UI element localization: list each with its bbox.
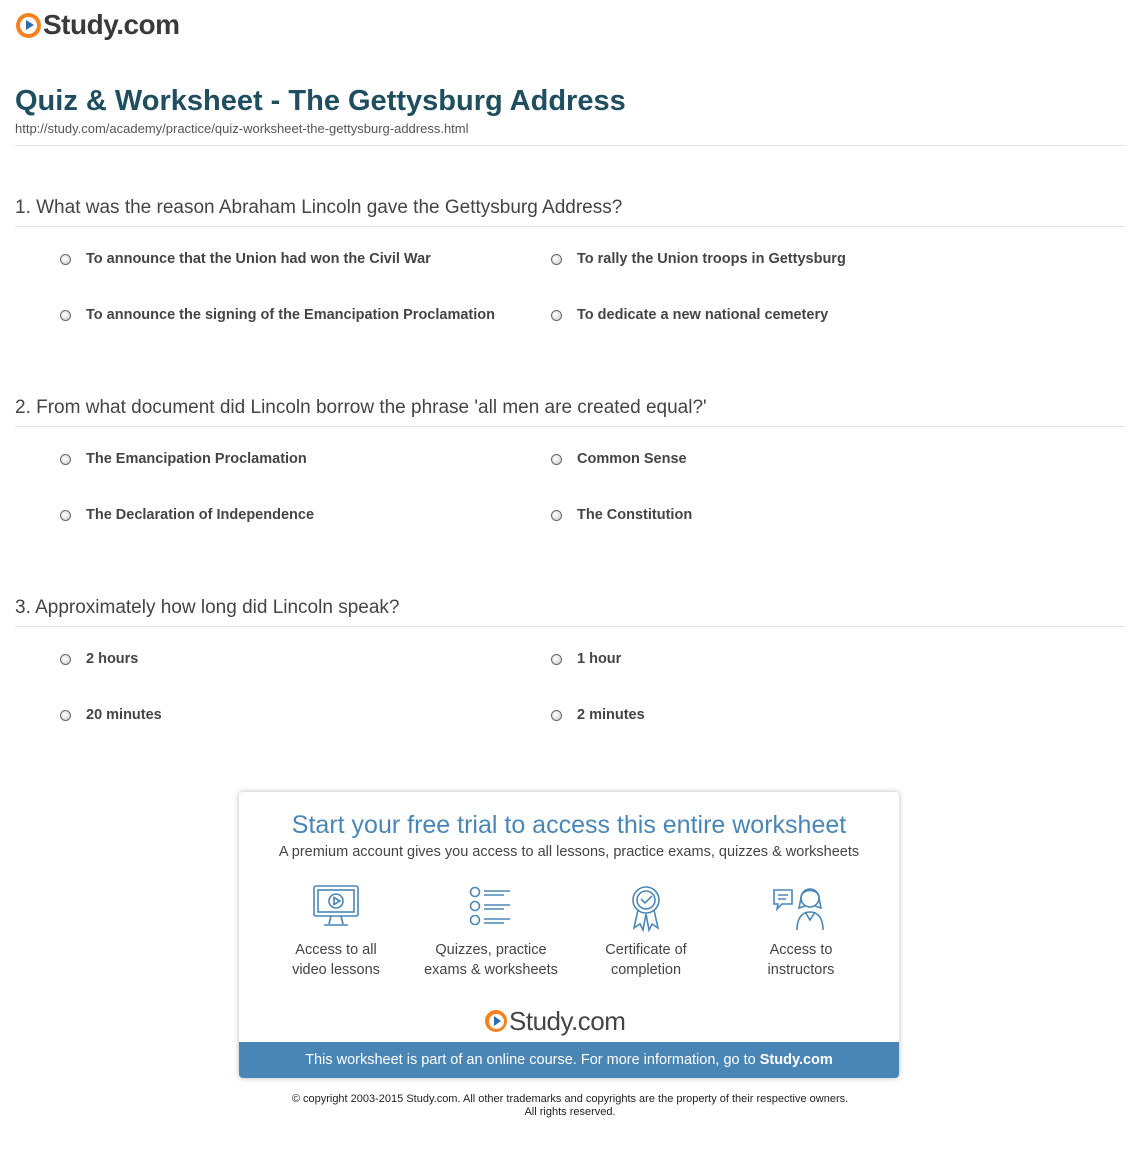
feature-label: Access to all video lessons: [292, 942, 380, 978]
answer-label: To rally the Union troops in Gettysburg: [577, 251, 846, 267]
answer-label: 20 minutes: [86, 707, 162, 723]
radio-icon[interactable]: [60, 254, 71, 265]
checklist-icon: [466, 884, 516, 932]
question-2: [15, 396, 1125, 566]
question-3: [15, 596, 1125, 766]
answer-option[interactable]: [551, 250, 846, 268]
question-text: 3. Approximately how long did Lincoln speak?: [15, 597, 400, 618]
radio-icon[interactable]: [551, 310, 562, 321]
radio-icon[interactable]: [551, 710, 562, 721]
answer-option[interactable]: [60, 450, 307, 468]
play-logo-icon: [16, 13, 41, 38]
answer-option[interactable]: [60, 506, 314, 524]
answer-label: 2 hours: [86, 651, 139, 667]
study-logo[interactable]: [16, 9, 180, 41]
radio-icon[interactable]: [551, 454, 562, 465]
promo-subtitle: A premium account gives you access to all lessons, practice exams, quizzes & worksheets: [278, 844, 860, 860]
play-logo-icon: [485, 1010, 507, 1032]
radio-icon[interactable]: [551, 254, 562, 265]
feature-instructors: [726, 884, 876, 980]
answer-option[interactable]: [551, 506, 692, 524]
answer-label: 1 hour: [577, 651, 622, 667]
page-title: Quiz & Worksheet - The Gettysburg Address: [15, 85, 626, 117]
monitor-play-icon: [311, 884, 361, 932]
promo-info-bar: [239, 1042, 899, 1078]
answer-label: The Constitution: [577, 507, 693, 523]
answer-label: To announce the signing of the Emancipation Proclamation: [86, 307, 495, 323]
instructor-chat-icon: [771, 884, 831, 932]
divider: [15, 226, 1125, 227]
answer-label: The Declaration of Independence: [86, 507, 315, 523]
feature-label: Quizzes, practice exams & worksheets: [424, 942, 558, 978]
question-text: 2. From what document did Lincoln borrow the phrase 'all men are created equal?': [15, 397, 707, 418]
answer-label: 2 minutes: [577, 707, 645, 723]
divider: [15, 426, 1125, 427]
radio-icon[interactable]: [60, 710, 71, 721]
feature-certificate: [571, 884, 721, 980]
answer-option[interactable]: [60, 306, 495, 324]
radio-icon[interactable]: [60, 510, 71, 521]
answer-label: The Emancipation Proclamation: [86, 451, 307, 467]
radio-icon[interactable]: [60, 654, 71, 665]
feature-quizzes: [416, 884, 566, 980]
answer-option[interactable]: [551, 706, 645, 724]
answer-option[interactable]: [551, 306, 828, 324]
promo-study-logo[interactable]: [485, 1006, 625, 1036]
footer: [0, 1093, 1140, 1119]
rights-text: All rights reserved.: [524, 1106, 616, 1118]
promo-bar-text: This worksheet is part of an online course. For more information, go to: [305, 1052, 760, 1068]
answer-label: To announce that the Union had won the Civil War: [86, 251, 431, 267]
answer-label: To dedicate a new national cemetery: [577, 307, 829, 323]
answer-option[interactable]: [551, 450, 687, 468]
question-1: [15, 196, 1125, 366]
page-url: http://study.com/academy/practice/quiz-worksheet-the-gettysburg-address.html: [15, 121, 469, 136]
answer-option[interactable]: [60, 650, 138, 668]
radio-icon[interactable]: [551, 654, 562, 665]
promo-title[interactable]: Start your free trial to access this entire worksheet: [291, 811, 847, 839]
answer-option[interactable]: [60, 250, 431, 268]
divider: [15, 145, 1125, 146]
logo-text: Study.com: [43, 9, 180, 40]
award-ribbon-icon: [621, 884, 671, 932]
feature-label: Access to instructors: [767, 942, 835, 978]
answer-option[interactable]: [551, 650, 621, 668]
feature-label: Certificate of completion: [605, 942, 687, 978]
answer-label: Common Sense: [577, 451, 687, 467]
radio-icon[interactable]: [60, 310, 71, 321]
logo-text: Study.com: [509, 1006, 626, 1036]
study-link[interactable]: Study.com: [759, 1052, 833, 1068]
radio-icon[interactable]: [60, 454, 71, 465]
divider: [15, 626, 1125, 627]
answer-option[interactable]: [60, 706, 162, 724]
feature-video-lessons: [261, 884, 411, 980]
copyright-text: © copyright 2003-2015 Study.com. All other trademarks and copyrights are the property of their respective owners.: [291, 1093, 849, 1105]
free-trial-promo[interactable]: [239, 792, 899, 1078]
radio-icon[interactable]: [551, 510, 562, 521]
question-text: 1. What was the reason Abraham Lincoln gave the Gettysburg Address?: [15, 197, 623, 218]
